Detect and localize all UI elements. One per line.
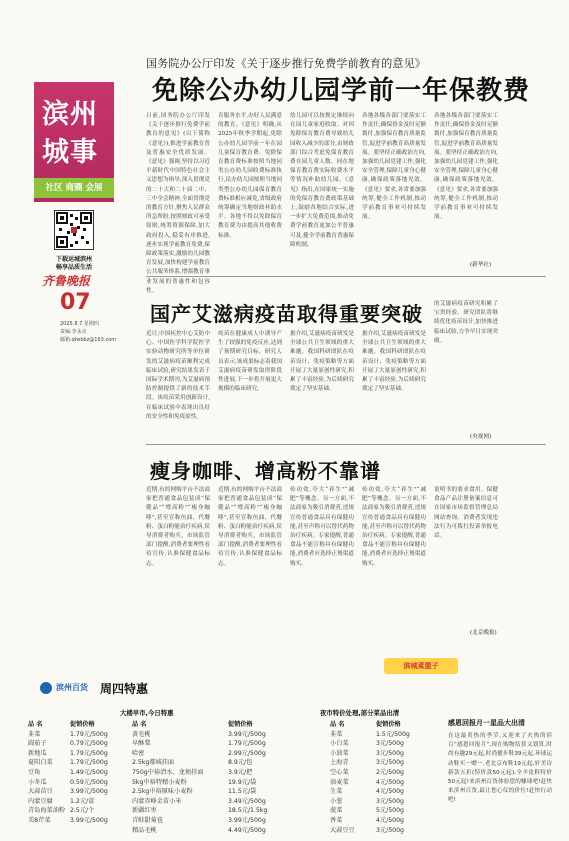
item-name: 圆茄子 [28,740,47,748]
item-name: 小白菜 [330,740,349,748]
thanks-body: 在这最炎热的季节,又迎来了火热的滨百“感恩回报月”,现在购物结算又划算,时尚有趣29元起,时尚健步鞋39元起,环球运动鞋买一赠一,老北京布鞋19元起,轩美诗新款五折(特价款50元起),全羊皮鞋特价50元起!来滨州百货体验您的赚球吧!赶快来滨州百货,最让您心仪的价位!赶快行动吧! [448,733,552,804]
section2-title: 夜市特价处理,部分菜品出清 [320,709,400,717]
item-name: 小冬瓜 [28,778,47,786]
article3-col1: 近期,有的网购平台不法商家把普通食品包装成“保健品”“增高粉”“瘦身咖啡”,甚至宣称鱼油、代餐粉、蛋白粉能治疗疾病,误导消费者购买。市场监管部门提醒,消费者要理性看待宣传,认准保健食品标志。 [146,487,210,567]
item-price: 3元/500g [376,749,404,757]
col-price-header: 促销价格 [376,721,401,728]
item-name: 香菜 [330,816,343,824]
item-price: 1.5元/500g [376,730,410,738]
table-row [132,787,282,797]
col-name-header: 品 名 [28,721,43,728]
brand-name: 滨州百货 [56,683,88,692]
table-row [330,768,440,778]
table-row [330,787,440,797]
item-price: 3元/500g [376,797,404,805]
item-name: 早酥梨 [132,740,151,748]
item-price: 1.79元/500g [228,740,266,748]
sidebar-tags: 社区 商圈 会展 [34,178,114,198]
item-name: 夏阳白菜 [28,759,53,767]
article1-col3: 幼儿园可以按规定继续向在园儿童家庭收取。对因免除保育教育费导致幼儿园收入减少的部分,由财政部门综合考虑免保育教育费在园儿童人数、同在地保育教育费实际收费水平等情况补助幼儿园。《意见》指出,在国家统一实施的免保育教育费政策基础上,鼓励各地结合实际,进一步扩大免费范围,推动免费学前教育更加公平普惠可及,健全学前教育普惠保障机制。 [290,113,354,248]
article3-col4: 传功效,夸大“养生”“减肥”等概念。另一方面,不法商家为吸引消费者,违规宣传普通食品具有保健功能,甚至声称可以替代药物治疗疾病。专家提醒,普通食品不能宣称具有保健功能,消费者应选择正规渠道购买。 [362,487,426,567]
item-name: 新疆红枣 [132,807,157,815]
item-name: 精品毛桃 [132,826,157,834]
item-name: 黄毛桃 [132,730,151,738]
price-table-1 [28,720,124,826]
item-price: 5元/500g [376,807,404,815]
table-row [132,826,282,836]
item-price: 3.9元/把 [228,768,253,776]
item-price: 3.99元/500g [70,788,108,796]
article1-col2: 育服务水平,办好人民满意的教育。《意见》明确,从2025年秋季学期起,免除公办幼儿园学前一年在园儿童保育教育费。免除保育教育费标准按照当地同类公办幼儿园收费标准执行,民办幼儿园按照当地同类型公办幼儿园保育教育费标准相应减免,省级政府统筹确定当地财政补助水平。各地不得以免除保育教育费为由提高其他收费标准。 [218,113,282,239]
item-price: 1.2元/盒 [70,797,95,805]
table-row [132,778,282,788]
table-row [132,806,282,816]
item-price: 4元/500g [376,778,404,786]
table-row [330,758,440,768]
table-row [132,730,282,740]
item-name: 小葱 [330,797,343,805]
article2-col2: 疫苗在健康成人中诱导产生了较强的免疫反应,达到了预期研究目标。研究人员表示,该成果标志着我国艾滋病疫苗研发取得阶段性进展,下一步将开展更大规模的临床研究。 [218,331,282,393]
brand-logo-icon [40,682,52,694]
item-name: 2.5kg都城挂面 [132,759,175,767]
item-name: 青蛙甜菊苞 [132,816,163,824]
table-row [330,816,440,826]
item-price: 1.79元/500g [70,749,108,757]
item-name: 内蒙赤峰金苗小米 [132,797,182,805]
col-price-header: 促销价格 [228,721,253,728]
price-table-3 [330,720,440,835]
table-row [132,816,282,826]
item-price: 1.79元/500g [70,759,108,767]
item-name: 菠菜 [330,807,343,815]
table-row [330,730,440,740]
editor: 责编:李永亮 [60,329,87,335]
table-row [28,787,124,797]
table-row [28,806,124,816]
item-name: 豆角 [28,768,41,776]
item-name: 2.5kg中裕原味小麦粉 [132,788,193,796]
article3-col3: 传功效,夸大“养生”“减肥”等概念。另一方面,不法商家为吸引消费者,违规宣传普通食品具有保健功能,甚至声称可以替代药物治疗疾病。专家提醒,普通食品不能宣称具有保健功能,消费者应选择正规渠道购买。 [290,487,354,567]
sidebar-logo-block [34,82,114,202]
article1-source: (新华社) [470,262,492,268]
item-price: 3.99元/500g [70,816,108,824]
item-name: 大蒜苗豆 [28,788,53,796]
item-name: 韭菜 [330,730,343,738]
item-price: 19.9元/袋 [228,778,257,786]
brand-logo [40,680,100,696]
sidebar-logo-line1: 滨州 [42,99,98,130]
item-price: 3元/500g [376,759,404,767]
sidebar [20,60,132,380]
article3-col5: 说明书的要求食用。保健食品产品注册备案信息可在国家市场监督管理总局网站查询。消费者发现违法行为可拨打投诉举报电话。 [434,487,498,540]
table-row [330,826,440,836]
article3-title: 瘦身咖啡、增高粉不靠谱 [150,459,381,483]
item-price: 1.79元/500g [70,730,108,738]
special-title: 周四特惠 [100,682,149,696]
item-name: 新地瓜 [28,749,47,757]
item-price: 1.49元/500g [70,768,108,776]
qr-caption-1: 下载运城滨州 [55,256,92,263]
item-name: 750g中裕清水、龙须挂面 [132,768,204,776]
item-price: 3元/500g [376,826,404,834]
table-row [330,749,440,759]
table-row [330,778,440,788]
item-price: 4元/500g [376,816,404,824]
table-row [28,816,124,826]
table-row [132,797,282,807]
stall-label-text: 滨城菜篮子 [403,662,439,670]
item-price: 2.5元/个 [70,807,95,815]
table-row [330,806,440,816]
item-name: 美8芹菜 [28,816,51,824]
item-name: 哈密 [132,749,145,757]
article3-col2: 近期,有的网购平台不法商家把普通食品包装成“保健品”“增高粉”“瘦身咖啡”,甚至宣称鱼油、代餐粉、蛋白粉能治疗疾病,误导消费者购买。市场监管部门提醒,消费者要理性看待宣传,认准保健食品标志。 [218,487,282,567]
item-price: 0.59元/500g [70,778,108,786]
divider [146,276,546,277]
table-row [28,739,124,749]
item-name: 小油菜 [330,749,349,757]
item-name: 青岛海菜油粉 [28,807,66,815]
article2-title: 国产艾滋病疫苗取得重要突破 [150,302,423,326]
item-price: 2.99元/500g [228,749,266,757]
article2-col4: 据介绍,艾滋病疫苗研发是全球公共卫生领域的重大难题。我国科研团队在疫苗设计、免疫策略等方面开展了大量原创性研究,积累了丰富经验,为后续研究奠定了坚实基础。 [362,331,426,393]
item-price: 11.5元/袋 [228,788,257,796]
item-name: 生菜 [330,788,343,796]
table-header [132,720,282,730]
qr-caption-2: 畅享品质生活 [55,264,92,271]
sidebar-logo-line2: 城事 [42,137,98,168]
page-number: 07 [60,290,91,315]
table-row [330,797,440,807]
col-name-header: 品 名 [330,721,345,728]
table-row [28,749,124,759]
table-row [132,749,282,759]
item-price: 4.49元/500g [228,826,266,834]
item-price: 0.79元/500g [70,740,108,748]
item-price: 3.49元/500g [228,797,266,805]
item-price: 4元/500g [376,788,404,796]
table-header [28,720,124,730]
item-price: 2元/500g [376,768,404,776]
item-name: 韭菜 [28,730,41,738]
table-row [132,739,282,749]
item-price: 8.9元/包 [228,759,253,767]
issue-date: 2025.8.7 星期四 [60,321,99,327]
item-name: 油麦菜 [330,778,349,786]
table-row [28,758,124,768]
price-table-2 [132,720,282,835]
item-price: 18.5元/1.5kg [228,807,268,815]
article2-source: (央视网) [470,434,492,440]
item-name: 上海青 [330,759,349,767]
table-row [28,797,124,807]
article1-kicker: 国务院办公厅印发《关于逐步推行免费学前教育的意见》 [146,57,426,70]
article1-col1: 日前,国务院办公厅印发《关于逐步推行免费学前教育的意见》(以下简称《意见》),推进学前教育普及普惠安全优质发展。《意见》强调,坚持以习近平新时代中国特色社会主义思想为指导,深入贯彻党的二十大和二十届二中、三中全会精神,全面贯彻党的教育方针,聚焦人民群众所急所盼,按照财政可承受原则,统筹资源保障,加大政府投入,稳妥有序推进,逐步实现学前教育免费,保障政策落实,激励幼儿园教育发展,加快构建学前教育公共服务体系,增强教育事业发展的普惠性和包容性。 [146,113,210,294]
item-price: 3元/500g [376,740,404,748]
table-row [330,739,440,749]
table-header [330,720,440,730]
item-name: 大蒜豆豆 [330,826,355,834]
divider [146,444,546,445]
article1-col4: 各地各级各部门要落实工作责任,确保资金及时足额拨付,加强保育教育质量监管,促进学前教育高质量发展。要坚持正确政治方向,加强幼儿园党建工作,强化安全管理,保障儿童身心健康,确保政策落地见效。《意见》要求,各省要加强统筹,健全工作机制,推动学前教育事业可持续发展。 [362,113,426,221]
table-row [28,778,124,788]
email: 邮箱:qlwbbz@163.com [60,337,117,343]
item-price: 3.99元/500g [228,730,266,738]
article1-title: 免除公办幼儿园学前一年保教费 [152,76,531,106]
table-row [28,730,124,740]
col-name-header: 品 名 [132,721,147,728]
paper-name: 齐鲁晚报 [42,274,91,288]
item-name: 内蒙豆腐 [28,797,53,805]
thanks-box [448,718,552,828]
table-row [132,758,282,768]
article3-source: (北京晚报) [470,630,497,636]
table-row [132,768,282,778]
col-price-header: 促销价格 [70,721,95,728]
thanks-title: 感恩回报月一星品大出清 [448,719,525,727]
article1-col5: 各地各级各部门要落实工作责任,确保资金及时足额拨付,加强保育教育质量监管,促进学前教育高质量发展。要坚持正确政治方向,加强幼儿园党建工作,强化安全管理,保障儿童身心健康,确保政策落地见效。《意见》要求,各省要加强统筹,健全工作机制,推动学前教育事业可持续发展。 [434,113,498,221]
item-name: 5kg中裕特精小麦粉 [132,778,187,786]
item-name: 空心菜 [330,768,349,776]
qr-code [54,210,94,250]
article2-col1: 近日,中国疾控中心艾防中心、中国医学科学院医学实验动物研究所等单位研发的艾滋病疫苗顺利完成临床试验,研究结果发表于国际学术期刊,为艾滋病预防控制提供了新的技术手段。该疫苗采用创新设计,在临床试验中表现出良好的安全性和免疫原性。 [146,331,210,420]
article2-col5: 的艾滋病疫苗研究积累了宝贵经验。研究团队将继续优化疫苗设计,加快推进临床试验,力争早日实现突破。 [434,301,498,344]
item-price: 3.99元/500g [228,816,266,824]
article2-col3: 据介绍,艾滋病疫苗研发是全球公共卫生领域的重大难题。我国科研团队在疫苗设计、免疫策略等方面开展了大量原创性研究,积累了丰富经验,为后续研究奠定了坚实基础。 [290,331,354,393]
table-row [28,768,124,778]
stall-label [384,658,458,674]
section1-title: 大楼早市,今日特惠 [120,709,174,717]
